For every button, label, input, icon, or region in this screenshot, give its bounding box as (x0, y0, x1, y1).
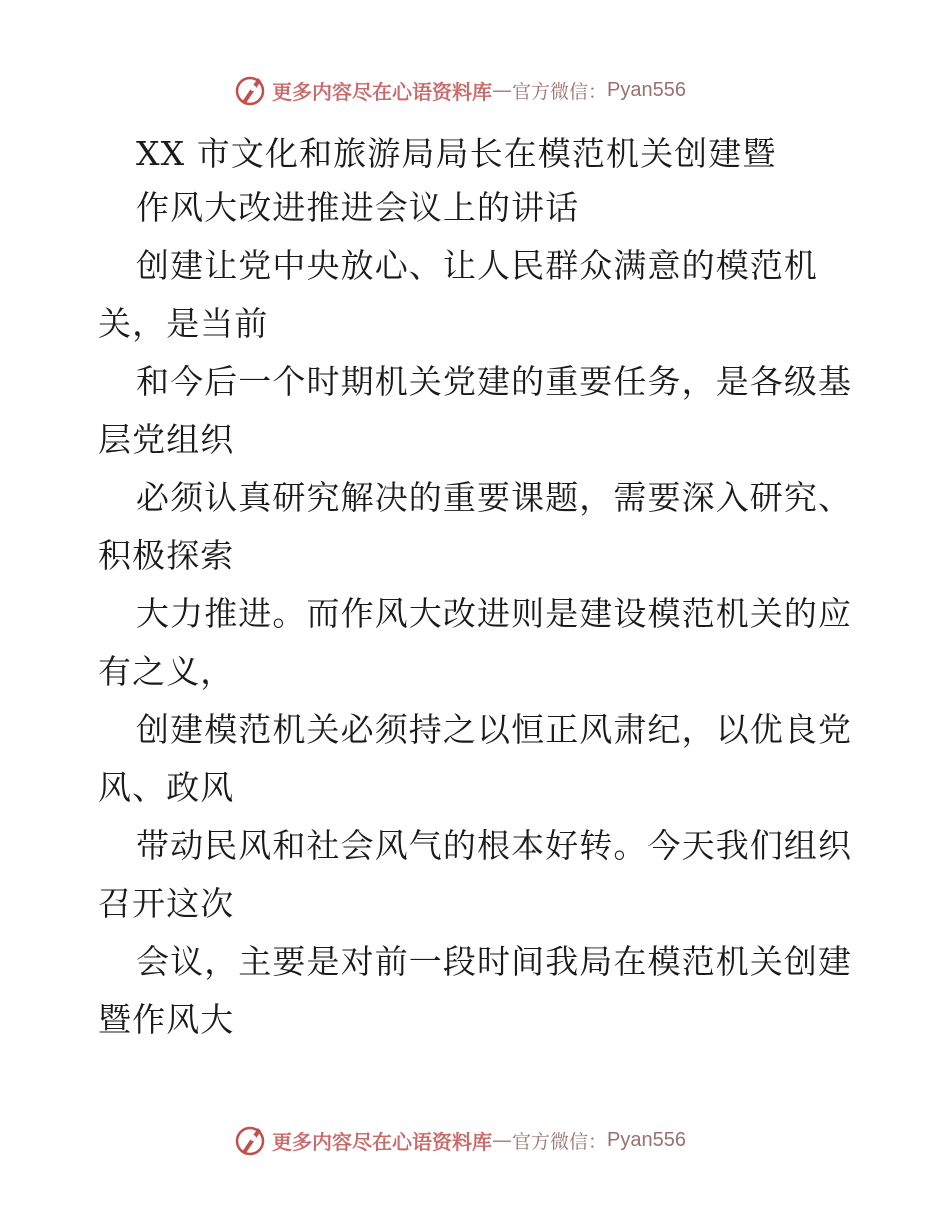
paragraph-line: 和今后一个时期机关党建的重要任务，是各级基 (136, 362, 853, 401)
watermark-subtitle: 官方微信： (512, 80, 608, 103)
footer-watermark (232, 1120, 686, 1160)
document-title-line-1: XX 市文化和旅游局局长在模范机关创建暨 (136, 134, 777, 173)
watermark-dash: — (492, 78, 512, 102)
watermark-title: 更多内容尽在心语资料库 (272, 79, 492, 104)
paragraph-line: 会议，主要是对前一段时间我局在模范机关创建 (136, 942, 853, 981)
document-title-line-2: 作风大改进推进会议上的讲话 (136, 188, 580, 227)
header-watermark (232, 70, 686, 110)
paragraph-line: 创建让党中央放心、让人民群众满意的模范机 (136, 246, 818, 285)
paragraph-line: 风、政风 (98, 768, 235, 807)
paragraph-line: 创建模范机关必须持之以恒正风肃纪，以优良党 (136, 710, 853, 749)
watermark-title: 更多内容尽在心语资料库 (272, 1129, 492, 1154)
watermark-wechat-id: Pyan556 (607, 78, 686, 101)
paragraph-line: 关，是当前 (98, 304, 269, 343)
paragraph-line: 暨作风大 (98, 1000, 235, 1039)
paragraph-line: 必须认真研究解决的重要课题，需要深入研究、 (136, 478, 853, 517)
watermark-dash: — (492, 1128, 512, 1152)
watermark-wechat-id: Pyan556 (607, 1128, 686, 1151)
paragraph-line: 带动民风和社会风气的根本好转。今天我们组织 (136, 826, 853, 865)
paragraph-line: 大力推进。而作风大改进则是建设模范机关的应 (136, 594, 853, 633)
paragraph-line: 层党组织 (98, 420, 235, 459)
paragraph-line: 积极探索 (98, 536, 235, 575)
feather-pen-logo-icon (232, 72, 268, 108)
watermark-subtitle: 官方微信： (512, 1130, 608, 1153)
feather-pen-logo-icon (232, 1122, 268, 1158)
paragraph-line: 召开这次 (98, 884, 235, 923)
paragraph-line: 有之义， (98, 652, 235, 691)
